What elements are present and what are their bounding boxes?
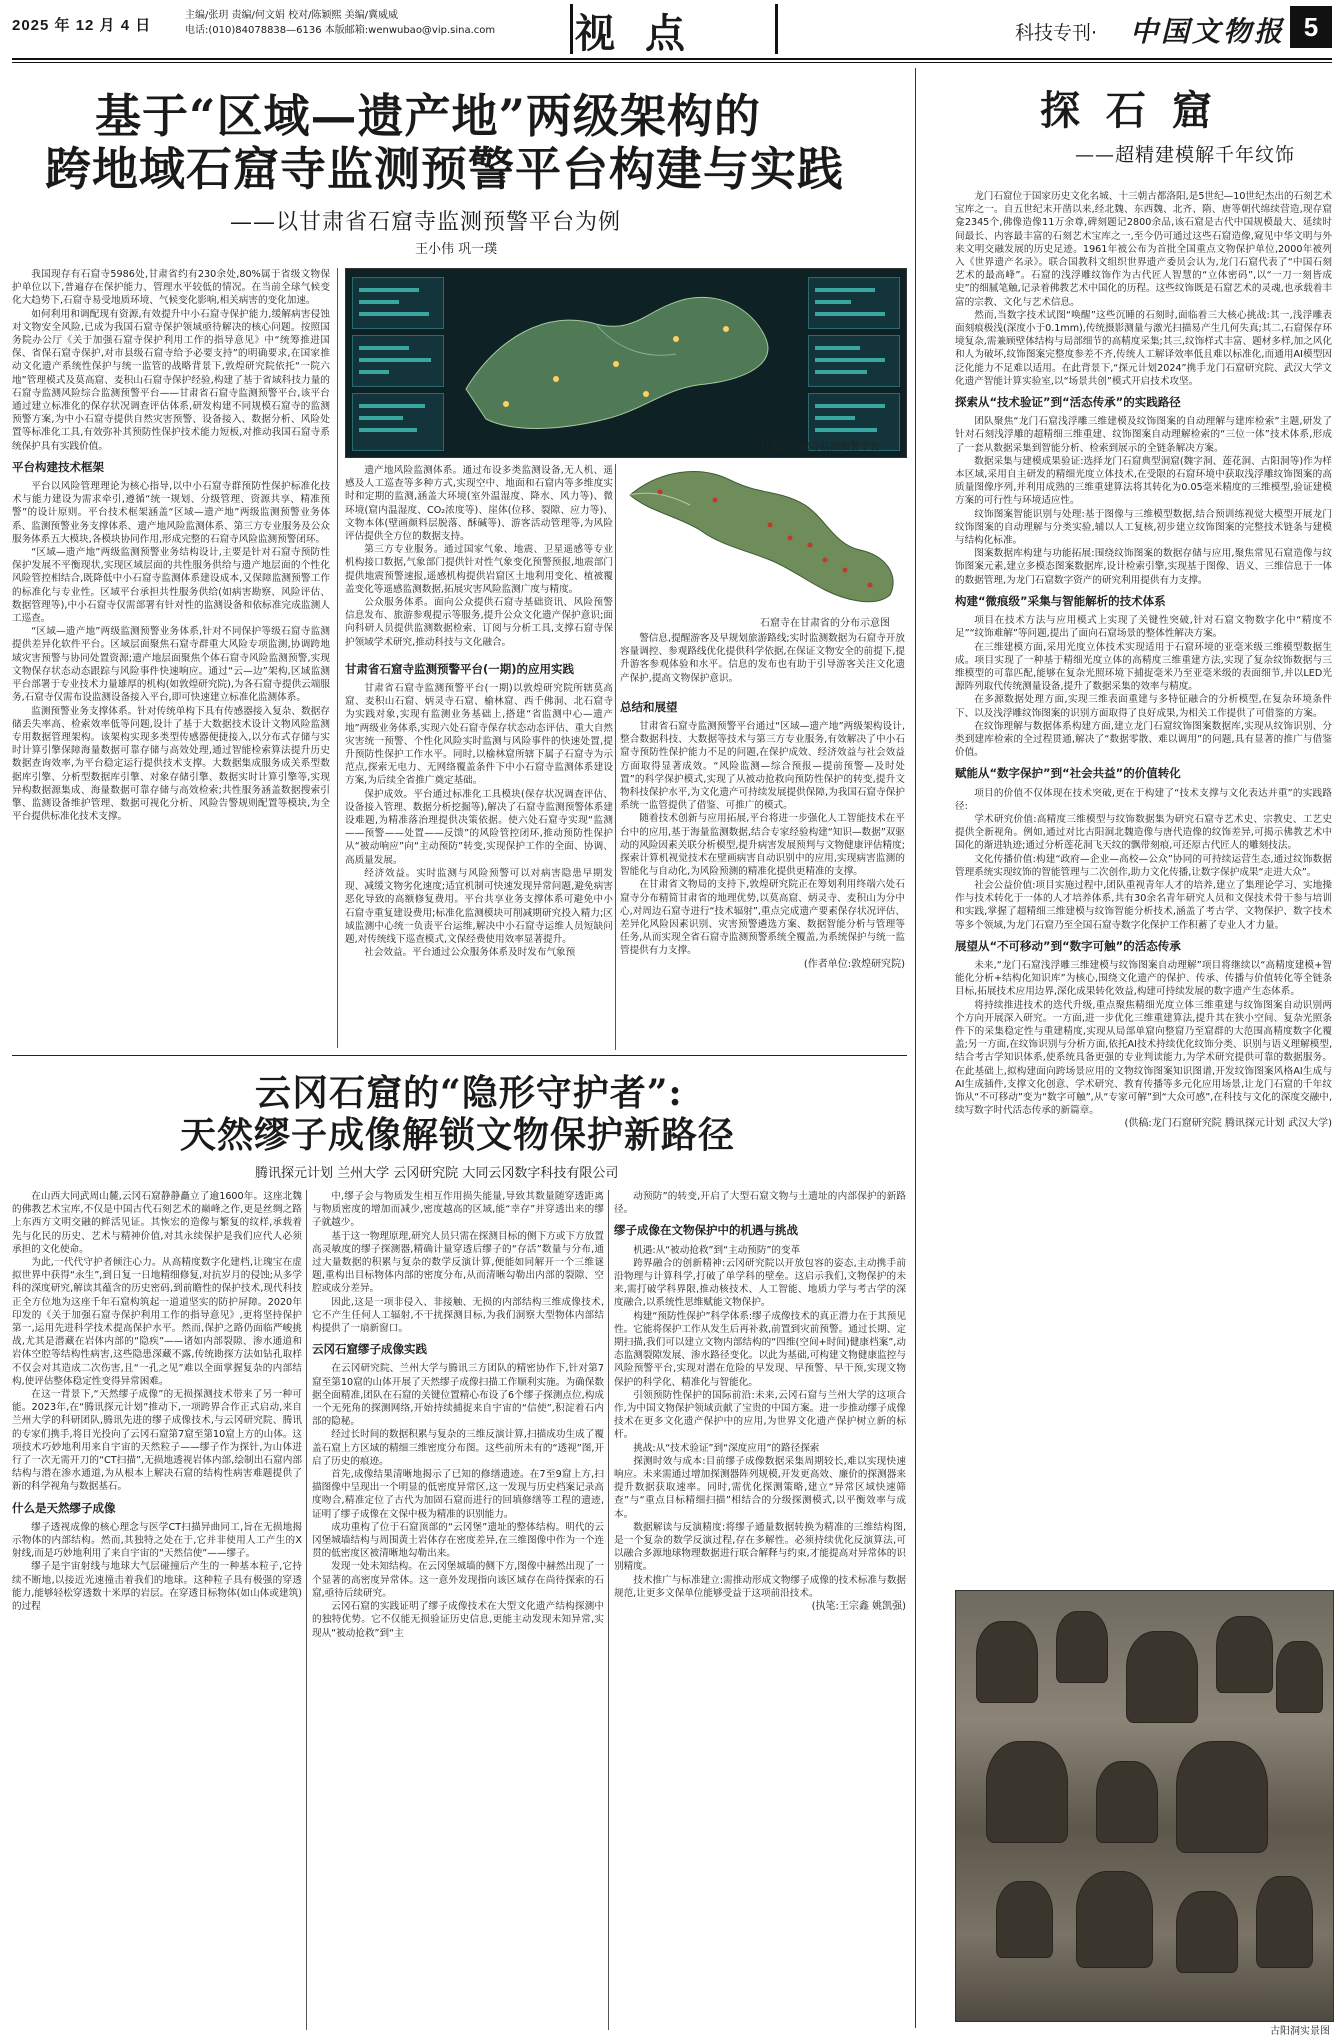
paragraph: 引领预防性保护的国际前沿:未来,云冈石窟与兰州大学的这项合作,为中国文物保护领域贡献了宝贵的中国方案。进一步推动缪子成像技术在更多文化遗产保护中的应用,为世界文化遗产保护树立新的标杆。 (614, 1389, 906, 1441)
paragraph: 在甘肃省文物局的支持下,敦煌研究院正在筹划利用终端六处石窟寺分布精简甘肃省的地理优势,以莫高窟、炳灵寺、麦积山为分中心,对周边石窟寺进行“技术辐射”,重点完成遗产要素保存状况评估、差异化风险因素识别、灾害预警遴选方案、数据智能分析与管理等任务,从而实现全省石窟寺监测预警系统全覆盖,为系统保护与统一监管提供有力支撑。 (620, 879, 905, 957)
section-heading: 展望从“不可移动”到“数字可触”的活态传承 (955, 938, 1181, 953)
paragraph: 社会效益。平台通过公众服务体系及时发布气象预 (364, 947, 576, 959)
column-divider (615, 464, 616, 1050)
paragraph: 发现一处未知结构。在云冈堡城墙的侧下方,图像中赫然出现了一个显著的高密度异常体。这一意外发现指向该区域存在尚待探索的石窟,亟待后续研究。 (312, 1561, 604, 1599)
issue-date: 2025 年 12 月 4 日 (12, 17, 152, 34)
province-distribution-map (620, 450, 905, 610)
paragraph: 如何利用和调配现有资源,有效提升中小石窟寺保护能力,缓解病害侵蚀对文物安全风险,已成为我国石窟寺保护领域亟待解决的核心问题。按照国务院办公厅《关于加强石窟寺保护利用工作的指导意见》中“统筹推进国保、省保石窟寺保护,对市县级石窟寺给予必要支持”的明确要求,在国家推动文化遗产系统性保护与统一监管的战略背景下,敦煌研究院依托“一院六地”管理模式及莫高窟、麦积山石窟寺保护经验,构建了基于省域科技力量的石窟寺监测风险综合监测预警平台——甘肃省石窟寺监测预警平台,该平台通过建立标准化的保存状况调查评估体系,研发构建不同规模石窟寺的监测预警方案,为中小石窟寺提供自然灾害预警、设备接入、数据分析、风险处置等标准化工具,有效弥补其预防性保护技术能力短板,对推动我国石窟寺系统保护具有实践价值。 (12, 308, 330, 452)
paragraph: 社会公益价值:项目实施过程中,团队重视青年人才的培养,建立了集理论学习、实地操作与技术转化于一体的人才培养体系,共有30余名青年研究人员和文保技术骨干参与培训和实践,掌握了超精细三维建模与纹饰智能分析技术,涵盖了考古学、文物保护、数字技术等多个领域,为龙门石窟乃至全国石窟寺数字化保护工作积蓄了专业人才力量。 (955, 879, 1332, 931)
dashboard-panel (352, 393, 444, 451)
paragraph: “区域—遗产地”两级监测预警业务结构设计,主要是针对石窟寺预防性保护发展不平衡现状,实现区域层面的共性服务供给与遗产地层面的个性化风险管控相结合,既降低中小石窟寺监测体系建设成本,又保障监测预警工作的标准化与专业性。区域平台承担共性服务供给(如病害勘察、风险评估、数据管理等),中小石窟寺仅需部署有针对性的监测设备和依标准完成监测人工巡查。 (12, 547, 330, 625)
paragraph: 在纹饰理解与数据体系构建方面,建立龙门石窟纹饰图案数据库,实现从纹饰识别、分类到建库检索的全过程贯通,解决了“数据零散、难以调用”的问题,具有显著的推广与借鉴价值。 (955, 720, 1332, 759)
paragraph: 公众服务体系。面向公众提供石窟寺基础资讯、风险预警信息发布、旅游参观提示等服务,提升公众文化遗产保护意识;面向科研人员提供监测数据检索、订阅与分析工具,支撑石窟寺保护领域学术研究,推动科技与文化融合。 (345, 597, 613, 648)
article1-column-2 (345, 464, 613, 1050)
paragraph: 数据采集与建模成果验证:选择龙门石窟典型洞窟(魏字洞、莲花洞、古阳洞等)作为样本区域,采用自主研发的精细光度立体技术,在受限的石窟环境中获取浅浮雕纹饰图案的高质量图像序列,并利用成熟的三维重建算法将其转化为0.05毫米精度的三维模型,验证建模方案的可行性与环境适应性。 (955, 455, 1332, 507)
paragraph: 第三方专业服务。通过国家气象、地震、卫星遥感等专业机构接口数据,气象部门提供针对性气象变化预警预报,地震部门提供地震预警速报,遥感机构提供岩窟区土地利用变化、植被覆盖变化等遥感监测数据,拓展灾害风险监测广度与精度。 (345, 544, 613, 595)
paragraph: 探测时效与成本:目前缪子成像数据采集周期较长,难以实现快速响应。未来需通过增加探测器阵列规模,开发更高效、廉价的探测器来提升数据获取速率。同时,需优化探测策略,建立“异常区域快速筛查”与“重点目标精细扫描”相结合的分级探测模式,以平衡效率与成本。 (614, 1455, 906, 1520)
paragraph: 项目在技术方法与应用模式上实现了关键性突破,针对石窟文物数字化中“精度不足”“纹饰难解”等问题,提出了面向石窟场景的整体性解决方案。 (955, 615, 1332, 640)
dashboard-panel (352, 335, 444, 387)
article1-column-1 (12, 268, 330, 1048)
column-divider (608, 1190, 609, 2030)
photo-caption: 古阳洞实景图 (1270, 2026, 1330, 2037)
masthead-divider-left (570, 4, 573, 54)
editors-info (185, 8, 495, 38)
article2-title-line1: 云冈石窟的“隐形守护者”: (255, 1072, 683, 1114)
paragraph: 在三维建模方面,采用光度立体技术实现适用于石窟环境的亚毫米级三维模型数据生成。项目实现了一种基于精细光度立体的高精度三维重建方法,实现了复杂纹饰数据与三维模型的可靠匹配,能够在复杂光照环境下捕捉毫米乃至亚毫米级的表面细节,并以LED光源阵列取代传统测量设备,提升了数据采集的效率与精度。 (955, 641, 1332, 693)
section-heading: 什么是天然缪子成像 (12, 1500, 116, 1515)
paragraph: 团队聚焦“龙门石窟浅浮雕三维建模及纹饰图案的自动理解与建库检索”主题,研发了针对石刻浅浮雕的超精细三维重建、纹饰图案自动理解检索的“三位一体”技术体系,形成了一套从数据采集到智能分析、检索到展示的全链条解决方案。 (955, 416, 1332, 454)
paragraph: 龙门石窟位于国家历史文化名城、十三朝古都洛阳,是5世纪—10世纪杰出的石刻艺术宝库之一。自五世纪末开凿以来,经北魏、东西魏、北齐、隋、唐等朝代绵续营造,现存窟龛2345个,佛像造像11万余尊,碑刻题记2800余品,该石窟是古代中国规模最大、延续时间最长、内容最丰富的石刻艺术宝库之一,至今仍可通过这些石窟造像,窥见中华文明与外来文明交融发展的历史足迹。1961年被公布为首批全国重点文物保护单位,2000年被列入《世界遗产名录》。联合国教科文组织世界遗产委员会认为,龙门石窟代表了“中国石刻艺术的最高峰”。石窟的浅浮雕纹饰作为古代匠人智慧的“立体密码”,以“一刀一刻皆成史”的细腻笔触,记录着佛教艺术中国化的历程。这些纹饰既是石窟艺术的灵魂,也承载着丰富的宗教、文化与艺术信息。 (955, 191, 1332, 308)
article1-title-line1: 基于“区域—遗产地”两级架构的 (95, 89, 761, 143)
paragraph: 为此,一代代守护者倾注心力。从高精度数字化建档,让瑰宝在虚拟世界中获得“永生”,到日复一日地精细修复,对抗岁月的侵蚀;从多学科的深度研究,解读其蕴含的历史密码,到前瞻性的保护技术,现代科技正全方位地为这座千年石窟构筑起一道道坚实的防护屏障。2020年印发的《关于加强石窟寺保护利用工作的指导意见》,更将坚持保护第一,运用先进科学技术提高保护水平。然而,保护之路仍面临严峻挑战,尤其是潜藏在岩体内部的“隐疾”——诸如内部裂隙、渗水通道和岩体空腔等结构性病害,这些隐患深藏不露,传统勘探方法如钻孔取样不仅会对其造成二次伤害,且“一孔之见”难以全面掌握复杂的内部结构,使评估整体稳定性变得异常困难。 (12, 1257, 302, 1387)
editors-line: 主编/张玥 责编/何文娟 校对/陈颖熙 美编/冀威威 (185, 10, 399, 21)
paragraph: 经过长时间的数据积累与复杂的三维反演计算,扫描成功生成了覆盖石窟上方区域的精细三维密度分布图。这些前所未有的“透视”图,开启了历史的痕迹。 (312, 1429, 604, 1467)
paragraph: 然而,当数字技术试图“唤醒”这些沉睡的石刻时,面临着三大核心挑战:其一,浅浮雕表面刻痕极浅(深度小于0.1mm),传统摄影测量与激光扫描易产生几何失真;其二,石窟保存环境复杂,需兼顾壁体结构与局部细节的高精度采集;其三,纹饰样式丰富、题材多样,加之风化和人为破坏,纹饰图案完整度参差不齐,传统人工解译效率低且难以标准化,而通用AI模型因泛化能力不足难以适用。在此背景下,“探元计划2024”携手龙门石窟研究院、武汉大学文化遗产智能计算实验室,以“场景共创”模式开启技术攻坚。 (955, 309, 1332, 387)
article2-credit: (执笔:王宗鑫 姚凯强) (811, 1601, 906, 1613)
article3-credit: (供稿:龙门石窟研究院 腾讯探元计划 武汉大学) (1124, 1118, 1332, 1130)
paragraph: 图案数据库构建与功能拓展:围绕纹饰图案的数据存储与应用,聚焦常见石窟造像与纹饰图案元素,建立多模态图案数据库,设计检索引擎,实现基于图像、语义、三维信息于一体的数据管理,为龙门石窟数字资产的研究利用提供有力支撑。 (955, 548, 1332, 586)
paragraph: 遗产地风险监测体系。通过布设多类监测设备,无人机、遥感及人工巡查等多种方式,实现空中、地面和石窟内等多维度实时和定期的监测,涵盖大环境(室外温湿度、降水、风力等)、微环境(窟内温湿度、CO₂浓度等)、崖体(位移、裂隙、应力等)、文物本体(壁画颜料层脱落、酥碱等)、游客活动管理等,为风险评估提供全方位的数据支持。 (345, 465, 613, 543)
article1-title-line2: 跨地域石窟寺监测预警平台构建与实践 (45, 142, 844, 196)
article3-subtitle: ——超精建模解千年纹饰 (1075, 144, 1296, 166)
map-caption: 石窟寺在甘肃省的分布示意图 (760, 618, 890, 629)
dashboard-panel (352, 277, 444, 329)
article1-credit: (作者单位:敦煌研究院) (803, 958, 905, 970)
paragraph: 成功重构了位于石窟顶部的“云冈堡”遗址的整体结构。明代的云冈堡城墙结构与周围黄土岩体存在密度差异,在三维图像中作为一个连贯的低密度区被清晰地勾勒出来。 (312, 1521, 604, 1560)
paragraph: 随着技术创新与应用拓展,平台将进一步强化人工智能技术在平台中的应用,基于海量监测数据,结合专家经验构建“知识—数据”双驱动的风险因素关联分析模型,提升病害发展预判与文物健康评估精度;探索计算机视觉技术在壁画病害自动识别中的应用,实现病害监测的智能化与自动化,为风险预测的精准化提供更精准的支撑。 (620, 813, 905, 878)
masthead-divider-right (775, 4, 778, 54)
paragraph: 文化传播价值:构建“政府—企业—高校—公众”协同的可持续运营生态,通过纹饰数据管理系统实现纹饰的智能管理与二次创作,助力文化传播,让数字保护成果“走进大众”。 (955, 853, 1332, 878)
page-number: 5 (1290, 6, 1332, 48)
paragraph: 中,缪子会与物质发生相互作用损失能量,导致其数量随穿透距离与物质密度的增加而减少,密度越高的区域,能“幸存”并穿透出来的缪子就越少。 (312, 1191, 604, 1229)
paragraph: 构建“预防性保护”科学体系:缪子成像技术的真正潜力在于其预见性。它能将保护工作从发生后再补救,前置到灾前预警。通过长期、定期扫描,我们可以建立文物内部结构的“四维(空间+时间)健康档案”,动态监测裂隙发展、渗水路径变化。以此为基础,可构建文物健康监控与风险预警平台,实现对潜在危险的早发现、早预警、早干预,实现文物保护的科学化、精准化与智能化。 (614, 1310, 906, 1388)
paragraph: 项目的价值不仅体现在技术突破,更在于构建了“技术支撑与文化表达并重”的实践路径: (955, 787, 1332, 812)
paragraph: 技术推广与标准建立:需推动形成文物缪子成像的技术标准与数据规范,让更多文保单位能够受益于这项前沿技术。 (614, 1574, 906, 1599)
paragraph: 将持续推进技术的迭代升级,重点聚焦精细光度立体三维重建与纹饰图案自动识别两个方向开展深入研究。一方面,进一步优化三维重建算法,提升其在狭小空间、复杂光照条件下的采集稳定性与重建精度,实现从局部单窟向整窟乃至窟群的大范围高精度数字化覆盖;另一方面,在纹饰识别与分析方面,依托AI技术持续优化纹饰分类、识别与语义理解模型,结合考古学知识体系,使系统具备更强的专业判读能力,为学术研究提供可靠的数据服务。在此基础上,拟构建面向跨场景应用的文物纹饰图案知识图谱,开发纹饰图案风格AI生成与AI生成插件,支撑文化创意、学术研究、教育传播等多元化应用场景,让龙门石窟的千年纹饰从“不可移动”变为“数字可触”,从“专家可解”到“大众可感”,在科技与文化的深度交融中,续写数字时代活态传承的新篇章。 (955, 999, 1332, 1117)
dashboard-panel (808, 277, 900, 329)
article2-column-2 (312, 1190, 604, 2040)
column-divider (306, 1190, 307, 2030)
paragraph: 因此,这是一项非侵入、非接触、无损的内部结构三维成像技术,它不产生任何人工辐射,不干扰探测目标,为我们洞察大型物体内部结构提供了一扇新窗口。 (312, 1296, 604, 1335)
paragraph: 在云冈研究院、兰州大学与腾讯三方团队的精密协作下,针对第7窟至第10窟的山体开展了天然缪子成像扫描工作顺利实施。为确保数据全面精准,团队在石窟的关键位置精心布设了6个缪子探测点位,构成一个无死角的探测网络,开始持续捕捉来自宇宙的“信使”,积淀着石内部的隐秘。 (312, 1363, 604, 1428)
article2-column-1 (12, 1190, 302, 2040)
column-divider (337, 268, 338, 1048)
monitoring-platform-screenshot (345, 268, 907, 458)
paragraph: “区域—遗产地”两级监测预警业务体系,针对不同保护等级石窟寺监测提供差异化软件平台。区域层面聚焦石窟寺群重大风险专项监测,协调跨地域灾害预警与协同处置资源;遗产地层面聚焦个体石窟寺风险监测预警,实现文物保存状态动态跟踪与风险事件快速响应。通过“云—边”架构,区域监测平台部署于专业技术力量雄厚的机构(如敦煌研究院),为各石窟寺提供云端服务,石窟寺仅需布设监测设备接入平台,即可快速建立标准化监测体系。 (12, 626, 330, 704)
paragraph: 学术研究价值:高精度三维模型与纹饰数据集为研究石窟寺艺术史、宗教史、工艺史提供全新视角。例如,通过对比古阳洞北魏造像与唐代造像的纹饰差异,可揭示佛教艺术中国化的渐进轨迹;通过分析莲花洞飞天纹的飘带刻痕,可还原古代匠人的雕刻技法。 (955, 813, 1332, 852)
paragraph: 基于这一物理原理,研究人员只需在探测目标的侧下方或下方放置高灵敏度的缪子探测器,精确计量穿透后缪子的“存活”数量与分布,通过大量数据的积累与复杂的数学反演计算,便能如同解开一个三维谜题,重构出目标物体内部的密度分布,从而清晰勾勒出内部的裂隙、空腔或成分差异。 (312, 1230, 604, 1295)
paragraph: 云冈石窟的实践证明了缪子成像技术在大型文化遗产结构探测中的独特优势。它不仅能无损验证历史信息,更能主动发现未知异常,实现从“被动抢救”到“主 (312, 1601, 604, 1639)
dashboard-panel (808, 335, 900, 387)
paragraph: 跨界融合的创新精神:云冈研究院以开放包容的姿态,主动携手前沿物理与计算科学,打破了单学科的壁垒。这启示我们,文物保护的未来,需打破学科界限,推动核技术、人工智能、地质力学与考古学的深度融合,以系统性思维赋能文物保护。 (614, 1257, 906, 1309)
paragraph: 数据解读与反演精度:将缪子通量数据转换为精准的三维结构图,是一个复杂的数学反演过程,存在多解性。必须持续优化反演算法,可以融合多源地球物理数据进行联合解释与约束,才能提高对异常体的识别精度。 (614, 1521, 906, 1573)
paragraph: 保护成效。平台通过标准化工具模块(保存状况调查评估、设备接入管理、数据分析挖掘等),解决了石窟寺监测预警体系建设难题,为精准落治理提供决策依据。使六处石窟寺实现“监测——预警——处置——反馈”的风险管控闭环,推动预防性保护从“被动响应”向“主动预防”转变,实现保护工作的全面、协调、高质量发展。 (345, 788, 613, 866)
paragraph: 在多源数据处理方面,实现三维表面重建与多特征融合的分析模型,在复杂环境条件下、以及浅浮雕纹饰图案的识别方面取得了良好成果,为相关工作提供了可借鉴的方案。 (955, 694, 1332, 719)
subheading: 机遇:从“被动抢救”到“主动预防”的变革 (633, 1244, 801, 1256)
paragraph: 缪子是宇宙射线与地球大气层碰撞后产生的一种基本粒子,它持续不断地,以接近光速撞击着我们的地球。这种粒子具有极强的穿透能力,能够轻松穿透数十米厚的岩层。在穿透目标物体(如山体或建筑)的过程 (12, 1561, 302, 1613)
section-heading: 构建“微痕级”采集与智能解析的技术体系 (955, 593, 1166, 608)
page-column-divider (915, 68, 916, 2028)
masthead-rule-thin (12, 62, 1332, 63)
article1-byline: 王小伟 巩一璞 (415, 242, 498, 257)
paragraph: 我国现存有石窟寺5986处,甘肃省约有230余处,80%属于省级文物保护单位以下,普遍存在保护能力、管理水平较低的情况。在当前全球气候变化大趋势下,石窟寺易受地质环境、气候变化影响,相关病害的变化加速。 (12, 269, 330, 307)
section-heading: 云冈石窟缪子成像实践 (312, 1342, 427, 1357)
article1-subtitle: ——以甘肃省石窟寺监测预警平台为例 (230, 210, 622, 235)
paragraph: 动预防”的转变,开启了大型石窟文物与土遗址的内部保护的新路径。 (614, 1191, 906, 1216)
paragraph: 在山西大同武周山麓,云冈石窟静静矗立了逾1600年。这座北魏的佛教艺术宝库,不仅是中国古代石刻艺术的巅峰之作,更是丝绸之路上东西方文明交融的鲜活见证。其恢宏的造像与繁复的纹样,承载着先与化民的历史、艺术与精神价值,对其永续保护是我们应代人必须承担的文化使命。 (12, 1191, 302, 1255)
section-heading: 探索从“技术验证”到“活态传承”的实践路径 (955, 395, 1181, 410)
subheading: 挑战:从“技术验证”到“深度应用”的路径探索 (633, 1442, 820, 1454)
paragraph: 缪子透视成像的核心理念与医学CT扫描异曲同工,旨在无损地揭示物体的内部结构。然而,其独特之处在于,它并非使用人工产生的X射线,而是巧妙地利用了来自宇宙的“天然信使”——缪子。 (12, 1521, 302, 1560)
section-name: 视点 (575, 11, 715, 57)
section-heading: 甘肃省石窟寺监测预警平台(一期)的应用实践 (345, 661, 575, 676)
article1-column-3 (620, 632, 905, 1050)
special-edition-label: 科技专刊· (1015, 22, 1098, 44)
paragraph: 监测预警业务支撑体系。针对传统单构下具有传感器接入复杂、数据存储丢失率高、检索效率低等问题,设计了基于大数据技术设计文物风险监测专用数据管理架构。该架构实现多类型传感器便捷接入,以分布式存储与实时计算引擎保障海量数据可靠存储与高效处理,通过智能检索算法提升历史数据查询效率,为平台稳定运行提供技术支撑。大数据集成服务成关系型数据库引擎、分析型数据库引擎、对象存储引擎、数据实时计算引擎等,实现异构数据源集成、海量数据可靠存储与高效检索;共性服务涵盖数据搜索引擎、监测设备维护管理、数据可视化分析、风险告警规则配置等模块,为全平台提供标准化技术支撑。 (12, 705, 330, 823)
paragraph: 纹饰图案智能识别与处理:基于图像与三维模型数据,结合预训练视觉大模型开展龙门纹饰图案的自动理解与分类实验,辅以人工复核,初步建立纹饰图案的完整技术链条与建模与结构化标准。 (955, 508, 1332, 547)
paragraph: 在这一背景下,“天然缪子成像”的无损探测技术带来了另一种可能。2023年,在“腾讯探元计划”推动下,一项跨界合作正式启动,来自兰州大学的科研团队,腾讯先进的缪子成像技术,与云冈研究院、腾讯的专家们携手,将目光投向了云冈石窟第7窟至第10窟上方的山体。这项技术巧妙地利用来自宇宙的天然粒子——缪子作为探针,为山体进行了一次无需开刀的“CT扫描”,无损地透视岩体内部,绘制出石窟内部结构与潜在渗水通道,为从根本上解决石窟的结构性病害难题提供了新的科学视角与数据基石。 (12, 1389, 302, 1493)
article2-byline: 腾讯探元计划 兰州大学 云冈研究院 大同云冈数字科技有限公司 (255, 1166, 619, 1181)
section-heading: 缪子成像在文物保护中的机遇与挑战 (614, 1223, 798, 1238)
paragraph: 甘肃省石窟寺监测预警平台(一期)以敦煌研究院所辖莫高窟、麦积山石窟、炳灵寺石窟、榆林窟、西千佛洞、北石窟寺为实践对象,实现有监测业务基础上,搭建“省监测中心—遗产地”两级业务体系,实现六处石窟寺保存状态动态评估、重大自然灾害统一预警、个性化风险实时监测与风险事件的快速处置,提升预防性保护工作水平。同时,以榆林窟所辖下属子石窟寺为示范点,探索无电力、无网络覆盖条件下中小石窟寺监测体系建设方案,为后续全省推广奠定基础。 (345, 683, 613, 787)
guyang-cave-photo (955, 1590, 1334, 2022)
newspaper-name: 中国文物报 (1130, 15, 1286, 48)
article2-column-3 (614, 1190, 906, 2040)
paragraph: 未来,“龙门石窟浅浮雕三维建模与纹饰图案自动理解”项目将继续以“高精度建模+智能化分析+结构化知识库”为核心,围绕文化遗产的保护、传承、传播与价值转化等全链条目标,拓展技术应用边界,深化成果转化效益,构建可持续发展的数字遗产生态体系。 (955, 959, 1332, 998)
section-heading: 平台构建技术框架 (12, 459, 104, 474)
paragraph: 经济效益。实时监测与风险预警可以对病害隐患早期发现、减缓文物劣化速度;适宜机制可快速发现异常问题,避免病害恶化导致的高额修复费用。平台共享业务支撑体系可避免中小石窟寺重复建设费用;标准化监测模块可削减期研究投入精力;区域监测中心统一负责平台运维,解决中小石窟寺运维人员短缺问题,对传统线下巡查模式,文保经费使用效率显著提升。 (345, 867, 613, 945)
contact-line: 电话:(010)84078838—6136 本版邮箱:wenwubao@vip.sina.com (185, 25, 496, 36)
paragraph: 首先,成像结果清晰地揭示了已知的修缮遗迹。在7至9窟上方,扫描图像中呈现出一个明显的低密度异常区,这一发现与历史档案记录高度吻合,精准定位了古代为加固石窟而进行的回填修缮等工程的遗迹,证明了缪子成像在文保中极为精准的识别能力。 (312, 1469, 604, 1520)
gansu-map-graphic (620, 450, 905, 610)
masthead-rule (12, 58, 1332, 60)
article3-column (955, 190, 1332, 1580)
platform-caption: 甘肃省石窟寺监测预警平台 (760, 442, 880, 453)
article2-title-line2: 天然缪子成像解锁文物保护新路径 (180, 1114, 736, 1156)
article3-title: 探 石 窟 (1040, 87, 1218, 134)
paragraph: 平台以风险管理理论为核心指导,以中小石窟寺群预防性保护标准化技术与能力建设为需求牵引,遵循“统一规划、分级管理、资源共享、精准预警”的设计原则。平台技术框架涵盖“区域—遗产地”两级监测预警业务体系、监测预警业务支撑体系、遗产地风险监测体系、第三方专业服务及公众服务体系五大模块,各模块协同作用,形成完整的石窟寺风险监测预警闭环。 (12, 481, 330, 545)
article-separator (12, 1055, 907, 1056)
section-heading: 总结和展望 (620, 699, 678, 714)
paragraph: 警信息,提醒游客及早规划旅游路线;实时监测数据为石窟寺开放容量调控、参观路线优化提供科学依据,在保证文物安全的前提下,提升游客参观体验和水平。信息的发布也有助于引导游客关注文化遗产保护,提高文物保护意识。 (620, 633, 905, 684)
section-heading: 赋能从“数字保护”到“社会共益”的价值转化 (955, 766, 1181, 781)
paragraph: 甘肃省石窟寺监测预警平台通过“区域—遗产地”两级架构设计,整合数据科技、大数据等技术与第三方专业服务,有效解决了中小石窟寺预防性保护能力不足的问题,在保护成效、经济效益与社会效益方面取得显著成效。“风险监测—综合预报—提前预警—及时处置”的科学保护模式,实现了从被动抢救向预防性保护的转变,提升文物科技保护水平,为文化遗产可持续发展提供保障,为我国石窟寺保护系统一监管提供了借鉴、可推广的模式。 (620, 721, 905, 812)
